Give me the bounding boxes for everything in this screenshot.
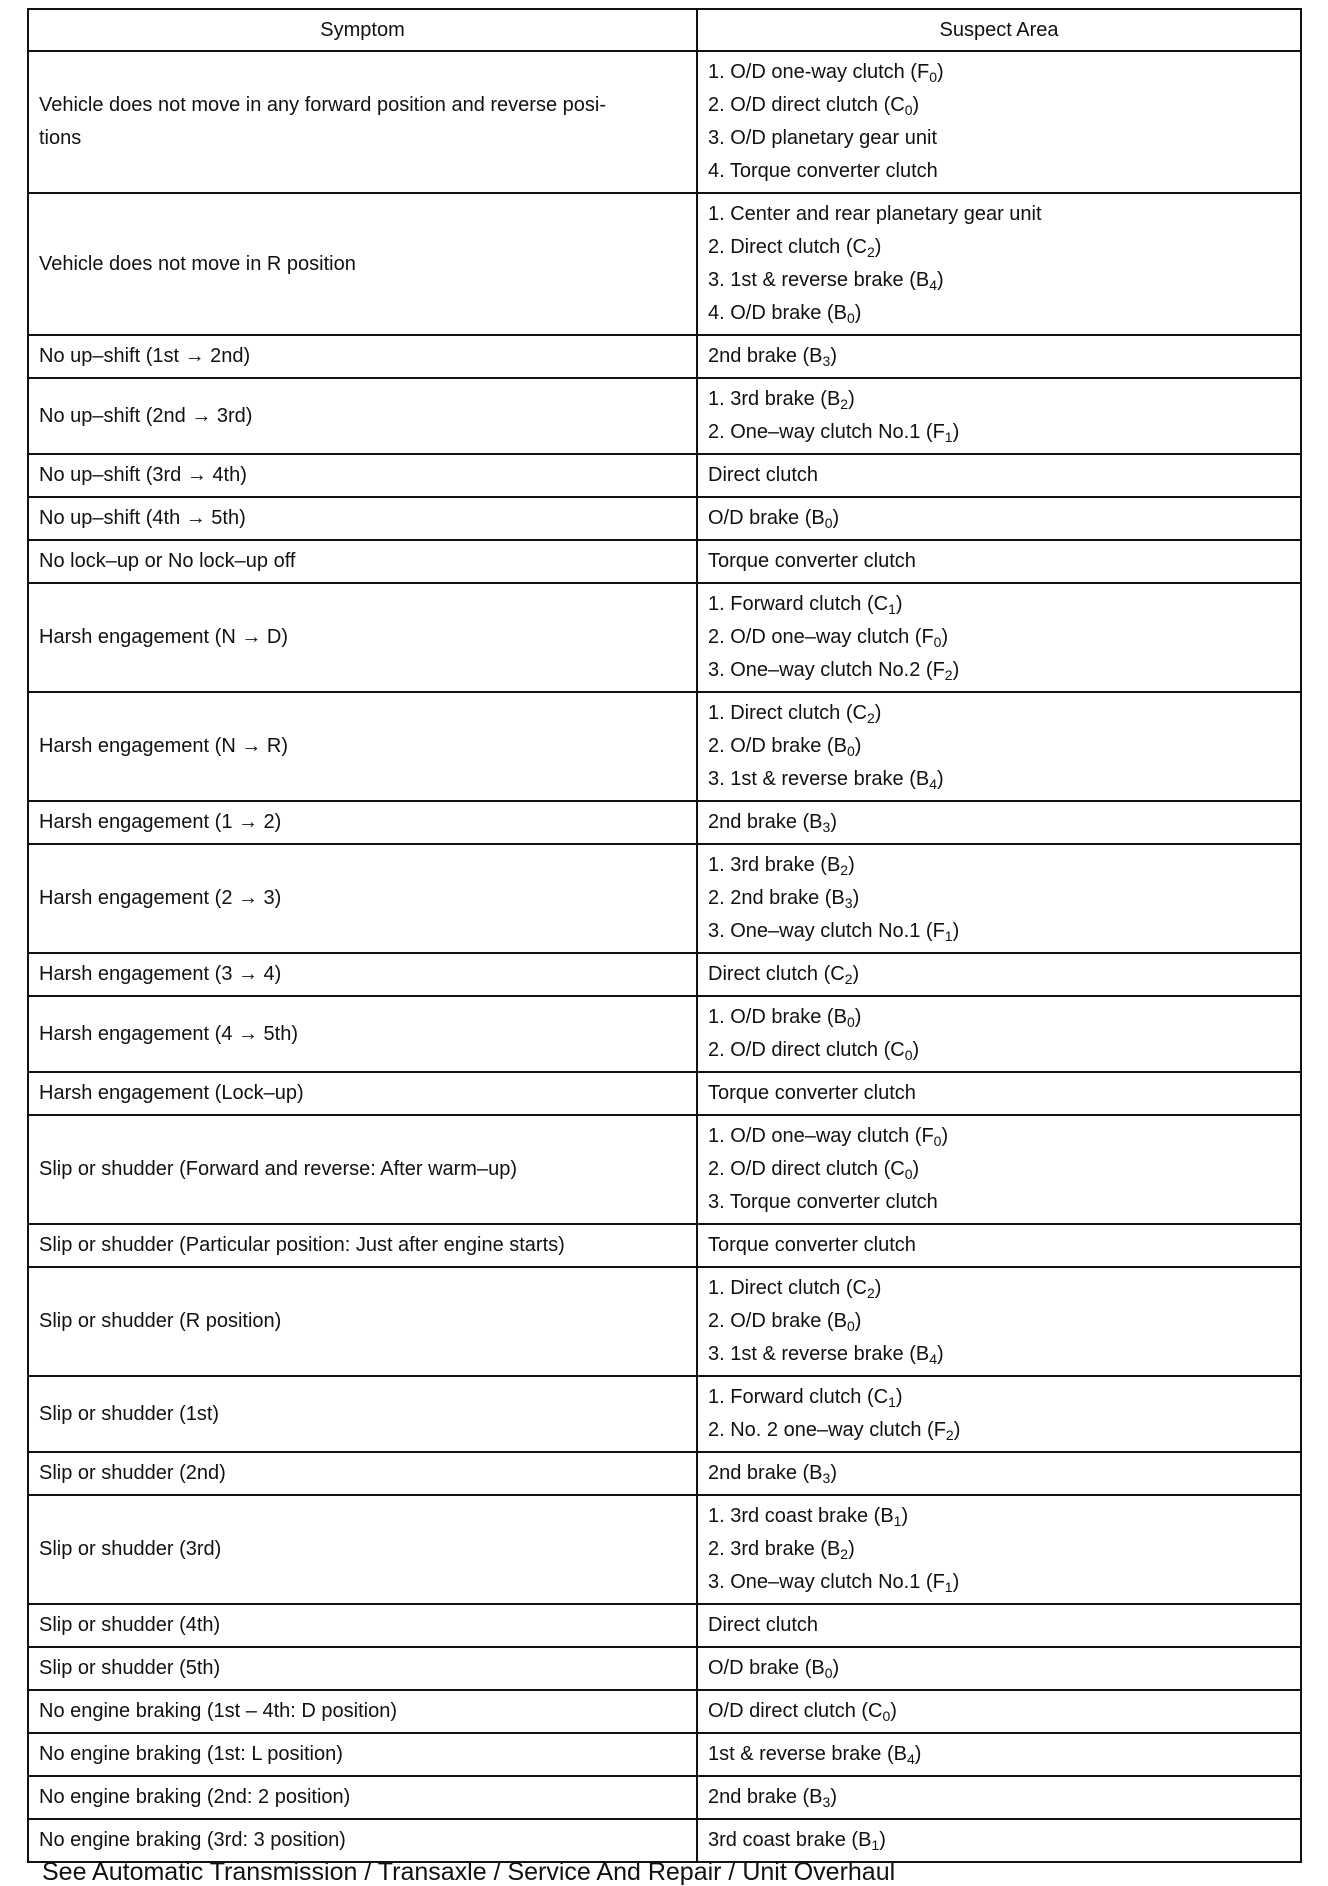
symptom-text: Slip or shudder (5th) [39, 1657, 221, 1679]
component-subscript: 2 [944, 667, 953, 683]
component-subscript: 3 [822, 353, 831, 369]
suspect-area-cell [697, 1452, 1301, 1495]
suspect-item: 4. Torque converter clutch [708, 160, 938, 182]
symptom-cell [28, 583, 697, 692]
suspect-area-cell [697, 1376, 1301, 1452]
suspect-item: Torque converter clutch [708, 1234, 916, 1256]
symptom-text: No engine braking (1st – 4th: D position) [39, 1700, 397, 1722]
symptom-text: Slip or shudder (2nd) [39, 1462, 226, 1484]
suspect-item: 3. 1st & reverse brake $(B_4)$ [708, 269, 944, 293]
symptom-cell [28, 378, 697, 454]
component-subscript: 0 [933, 634, 942, 650]
suspect-area-cell [697, 378, 1301, 454]
symptom-cell [28, 844, 697, 953]
suspect-item: 1. O/D brake $(B_0)$ [708, 1006, 862, 1030]
table-row [28, 51, 1301, 193]
component-subscript: 4 [929, 1351, 938, 1367]
symptom-cell [28, 801, 697, 844]
suspect-area-cell [697, 1224, 1301, 1267]
symptom-cell [28, 51, 697, 193]
component-subscript: 1 [888, 1394, 896, 1410]
component-subscript: 2 [866, 1285, 875, 1301]
suspect-item: 2. Direct clutch $(C_2)$ [708, 236, 882, 260]
suspect-item: Direct clutch [708, 464, 819, 486]
symptom-text: Harsh engagement (1 → 2) [39, 811, 282, 833]
component-subscript: 1 [944, 928, 953, 944]
component-subscript: 0 [846, 743, 855, 759]
suspect-area-cell [697, 1776, 1301, 1819]
table-row [28, 1733, 1301, 1776]
symptom-cell [28, 1733, 697, 1776]
symptom-cell [28, 1495, 697, 1604]
table-row [28, 378, 1301, 454]
table-row [28, 454, 1301, 497]
component-subscript: 3 [844, 895, 853, 911]
component-subscript: 0 [929, 69, 937, 85]
component-subscript: 1 [893, 1513, 902, 1529]
symptom-cell [28, 1224, 697, 1267]
suspect-item: 2. O/D brake $(B_0)$ [708, 1310, 862, 1334]
table-row [28, 540, 1301, 583]
symptom-text: Harsh engagement (Lock–up) [39, 1082, 304, 1104]
suspect-area-cell [697, 844, 1301, 953]
suspect-item: 2nd brake $(B_3)$ [708, 345, 837, 369]
symptom-text: Harsh engagement (N → R) [39, 735, 288, 757]
suspect-area-cell [697, 1733, 1301, 1776]
symptom-cell [28, 1604, 697, 1647]
symptom-cell [28, 1376, 697, 1452]
suspect-area-cell [697, 692, 1301, 801]
component-subscript: 4 [929, 277, 938, 293]
component-subscript: 2 [866, 710, 875, 726]
symptom-text: Slip or shudder (1st) [39, 1402, 220, 1425]
troubleshooting-sheet [27, 8, 1300, 1863]
symptom-text: No engine braking (3rd: 3 position) [39, 1829, 346, 1851]
suspect-item: Direct clutch [708, 1614, 819, 1636]
table-row [28, 583, 1301, 692]
table-row [28, 1647, 1301, 1690]
symptom-text: tions [39, 127, 82, 149]
suspect-item: 3. O/D planetary gear unit [708, 127, 938, 149]
suspect-area-cell [697, 51, 1301, 193]
component-subscript: 1 [871, 1837, 880, 1853]
suspect-area-cell [697, 996, 1301, 1072]
symptom-cell [28, 540, 697, 583]
suspect-item: 2. O/D one–way clutch $(F_0)$ [708, 626, 949, 650]
component-subscript: 0 [824, 515, 833, 531]
suspect-item: 1. Direct clutch $(C_2)$ [708, 1277, 882, 1301]
suspect-item: 3. 1st & reverse brake $(B_4)$ [708, 768, 944, 792]
table-row [28, 1819, 1301, 1862]
component-subscript: 2 [844, 971, 853, 987]
suspect-area-cell [697, 540, 1301, 583]
suspect-item: 2. No. 2 one–way clutch $(F_2)$ [708, 1419, 961, 1443]
symptom-text: Slip or shudder (R position) [39, 1310, 282, 1332]
symptom-cell [28, 454, 697, 497]
suspect-item: 1. 3rd brake $(B_2)$ [708, 388, 855, 412]
suspect-item: 3. One–way clutch No.2 $(F_2)$ [708, 659, 960, 683]
symptom-text: No up–shift (3rd → 4th) [39, 464, 247, 486]
suspect-item: O/D brake $(B_0)$ [708, 507, 840, 531]
suspect-area-cell [697, 335, 1301, 378]
component-subscript: 3 [822, 1470, 831, 1486]
component-subscript: 2 [866, 244, 875, 260]
suspect-item: Torque converter clutch [708, 1082, 916, 1104]
symptom-cell [28, 1647, 697, 1690]
symptom-text: Slip or shudder (Forward and reverse: After warm–up) [39, 1158, 517, 1180]
symptom-cell [28, 1452, 697, 1495]
suspect-item: 2. O/D direct clutch $(C_0)$ [708, 1158, 920, 1182]
symptom-cell [28, 953, 697, 996]
symptom-text: Harsh engagement (3 → 4) [39, 963, 282, 985]
table-row [28, 844, 1301, 953]
symptom-text: Slip or shudder (3rd) [39, 1538, 222, 1560]
component-subscript: 2 [840, 1546, 849, 1562]
component-subscript: 4 [929, 776, 938, 792]
symptom-cell [28, 1072, 697, 1115]
symptom-cell [28, 193, 697, 335]
component-subscript: 0 [824, 1665, 833, 1681]
table-row [28, 1072, 1301, 1115]
suspect-item: 2. One–way clutch No.1 $(F_1)$ [708, 421, 960, 445]
suspect-item: 1st & reverse brake $(B_4)$ [708, 1743, 922, 1767]
table-row [28, 1452, 1301, 1495]
table-row [28, 996, 1301, 1072]
symptom-text: Vehicle does not move in R position [39, 252, 356, 275]
component-subscript: 0 [846, 1014, 855, 1030]
suspect-item: 1. O/D one–way clutch $(F_0)$ [708, 1125, 949, 1149]
table-body [28, 51, 1301, 1862]
table-row [28, 1376, 1301, 1452]
symptom-text: No up–shift (4th → 5th) [39, 507, 246, 529]
table-row [28, 497, 1301, 540]
suspect-item: O/D direct clutch $(C_0)$ [708, 1700, 897, 1724]
suspect-area-cell [697, 953, 1301, 996]
suspect-area-cell [697, 1072, 1301, 1115]
suspect-item: 1. 3rd coast brake $(B_1)$ [708, 1505, 909, 1529]
symptom-text: No lock–up or No lock–up off [39, 550, 296, 572]
component-subscript: 2 [840, 396, 849, 412]
suspect-area-cell [697, 1267, 1301, 1376]
suspect-item: 2nd brake $(B_3)$ [708, 811, 837, 835]
table-row [28, 193, 1301, 335]
suspect-item: 4. O/D brake $(B_0)$ [708, 302, 862, 326]
symptom-cell [28, 1115, 697, 1224]
suspect-item: 1. O/D one-way clutch $(F_0)$ [708, 61, 944, 85]
suspect-area-cell [697, 193, 1301, 335]
component-subscript: 3 [822, 819, 831, 835]
symptom-cell [28, 1267, 697, 1376]
symptom-cell [28, 1690, 697, 1733]
component-subscript: 0 [904, 102, 913, 118]
component-subscript: 0 [846, 310, 855, 326]
symptom-cell [28, 692, 697, 801]
suspect-item: O/D brake $(B_0)$ [708, 1657, 840, 1681]
suspect-item: 2. 2nd brake $(B_3)$ [708, 887, 860, 911]
symptom-cell [28, 1776, 697, 1819]
suspect-item: 2. O/D brake $(B_0)$ [708, 735, 862, 759]
symptom-table [27, 8, 1302, 1863]
symptom-text: Harsh engagement (N → D) [39, 626, 288, 648]
table-row [28, 1495, 1301, 1604]
suspect-item: 3. 1st & reverse brake $(B_4)$ [708, 1343, 944, 1367]
table-row [28, 1604, 1301, 1647]
suspect-item: 2. 3rd brake $(B_2)$ [708, 1538, 855, 1562]
symptom-cell [28, 1819, 697, 1862]
component-subscript: 0 [846, 1318, 855, 1334]
header-suspect-area: Suspect Area [697, 9, 1301, 51]
suspect-item: 1. 3rd brake $(B_2)$ [708, 854, 855, 878]
symptom-text: Harsh engagement (2 → 3) [39, 887, 282, 909]
symptom-cell [28, 497, 697, 540]
table-row [28, 1690, 1301, 1733]
symptom-text: No engine braking (1st: L position) [39, 1743, 343, 1765]
table-row [28, 1267, 1301, 1376]
table-header-row [28, 9, 1301, 51]
component-subscript: 1 [944, 429, 953, 445]
table-row [28, 1115, 1301, 1224]
suspect-area-cell [697, 583, 1301, 692]
component-subscript: 2 [945, 1427, 954, 1443]
suspect-area-cell [697, 1690, 1301, 1733]
suspect-item: 1. Forward clutch $(C_1)$ [708, 593, 903, 617]
symptom-cell [28, 996, 697, 1072]
table-row [28, 692, 1301, 801]
suspect-item: 3. One–way clutch No.1 $(F_1)$ [708, 1571, 960, 1595]
symptom-text: Slip or shudder (Particular position: Just after engine starts) [39, 1234, 565, 1256]
footer-reference: See Automatic Transmission / Transaxle / Service And Repair / Unit Overhaul [42, 1858, 896, 1886]
suspect-area-cell [697, 1819, 1301, 1862]
suspect-item: Direct clutch $(C_2)$ [708, 963, 860, 987]
suspect-area-cell [697, 801, 1301, 844]
suspect-item: 1. Direct clutch $(C_2)$ [708, 702, 882, 726]
suspect-area-cell [697, 1647, 1301, 1690]
suspect-area-cell [697, 1115, 1301, 1224]
suspect-area-cell [697, 1604, 1301, 1647]
suspect-item: Torque converter clutch [708, 550, 916, 572]
component-subscript: 4 [906, 1751, 915, 1767]
table-row [28, 953, 1301, 996]
table-row [28, 1776, 1301, 1819]
symptom-text: Vehicle does not move in any forward position and reverse posi- [39, 94, 606, 116]
suspect-item: 3rd coast brake $(B_1)$ [708, 1829, 886, 1853]
symptom-text: Slip or shudder (4th) [39, 1614, 221, 1636]
component-subscript: 3 [822, 1794, 831, 1810]
suspect-area-cell [697, 497, 1301, 540]
component-subscript: 1 [944, 1579, 953, 1595]
suspect-item: 1. Center and rear planetary gear unit [708, 203, 1042, 225]
header-symptom: Symptom [28, 9, 697, 51]
symptom-cell [28, 335, 697, 378]
table-row [28, 1224, 1301, 1267]
symptom-text: Harsh engagement (4 → 5th) [39, 1022, 299, 1045]
suspect-item: 3. Torque converter clutch [708, 1191, 938, 1213]
suspect-item: 2nd brake $(B_3)$ [708, 1786, 837, 1810]
component-subscript: 0 [904, 1166, 913, 1182]
suspect-area-cell [697, 1495, 1301, 1604]
suspect-item: 3. One–way clutch No.1 $(F_1)$ [708, 920, 960, 944]
symptom-text: No engine braking (2nd: 2 position) [39, 1786, 351, 1808]
symptom-text: No up–shift (1st → 2nd) [39, 345, 251, 367]
component-subscript: 1 [888, 601, 896, 617]
component-subscript: 0 [882, 1708, 891, 1724]
component-subscript: 0 [933, 1133, 942, 1149]
suspect-item: 2. O/D direct clutch $(C_0)$ [708, 94, 920, 118]
component-subscript: 0 [904, 1047, 913, 1063]
suspect-area-cell [697, 454, 1301, 497]
suspect-item: 2. O/D direct clutch $(C_0)$ [708, 1039, 920, 1063]
symptom-text: No up–shift (2nd → 3rd) [39, 404, 253, 427]
suspect-item: 1. Forward clutch $(C_1)$ [708, 1386, 903, 1410]
table-row [28, 335, 1301, 378]
table-row [28, 801, 1301, 844]
component-subscript: 2 [840, 862, 849, 878]
suspect-item: 2nd brake $(B_3)$ [708, 1462, 837, 1486]
